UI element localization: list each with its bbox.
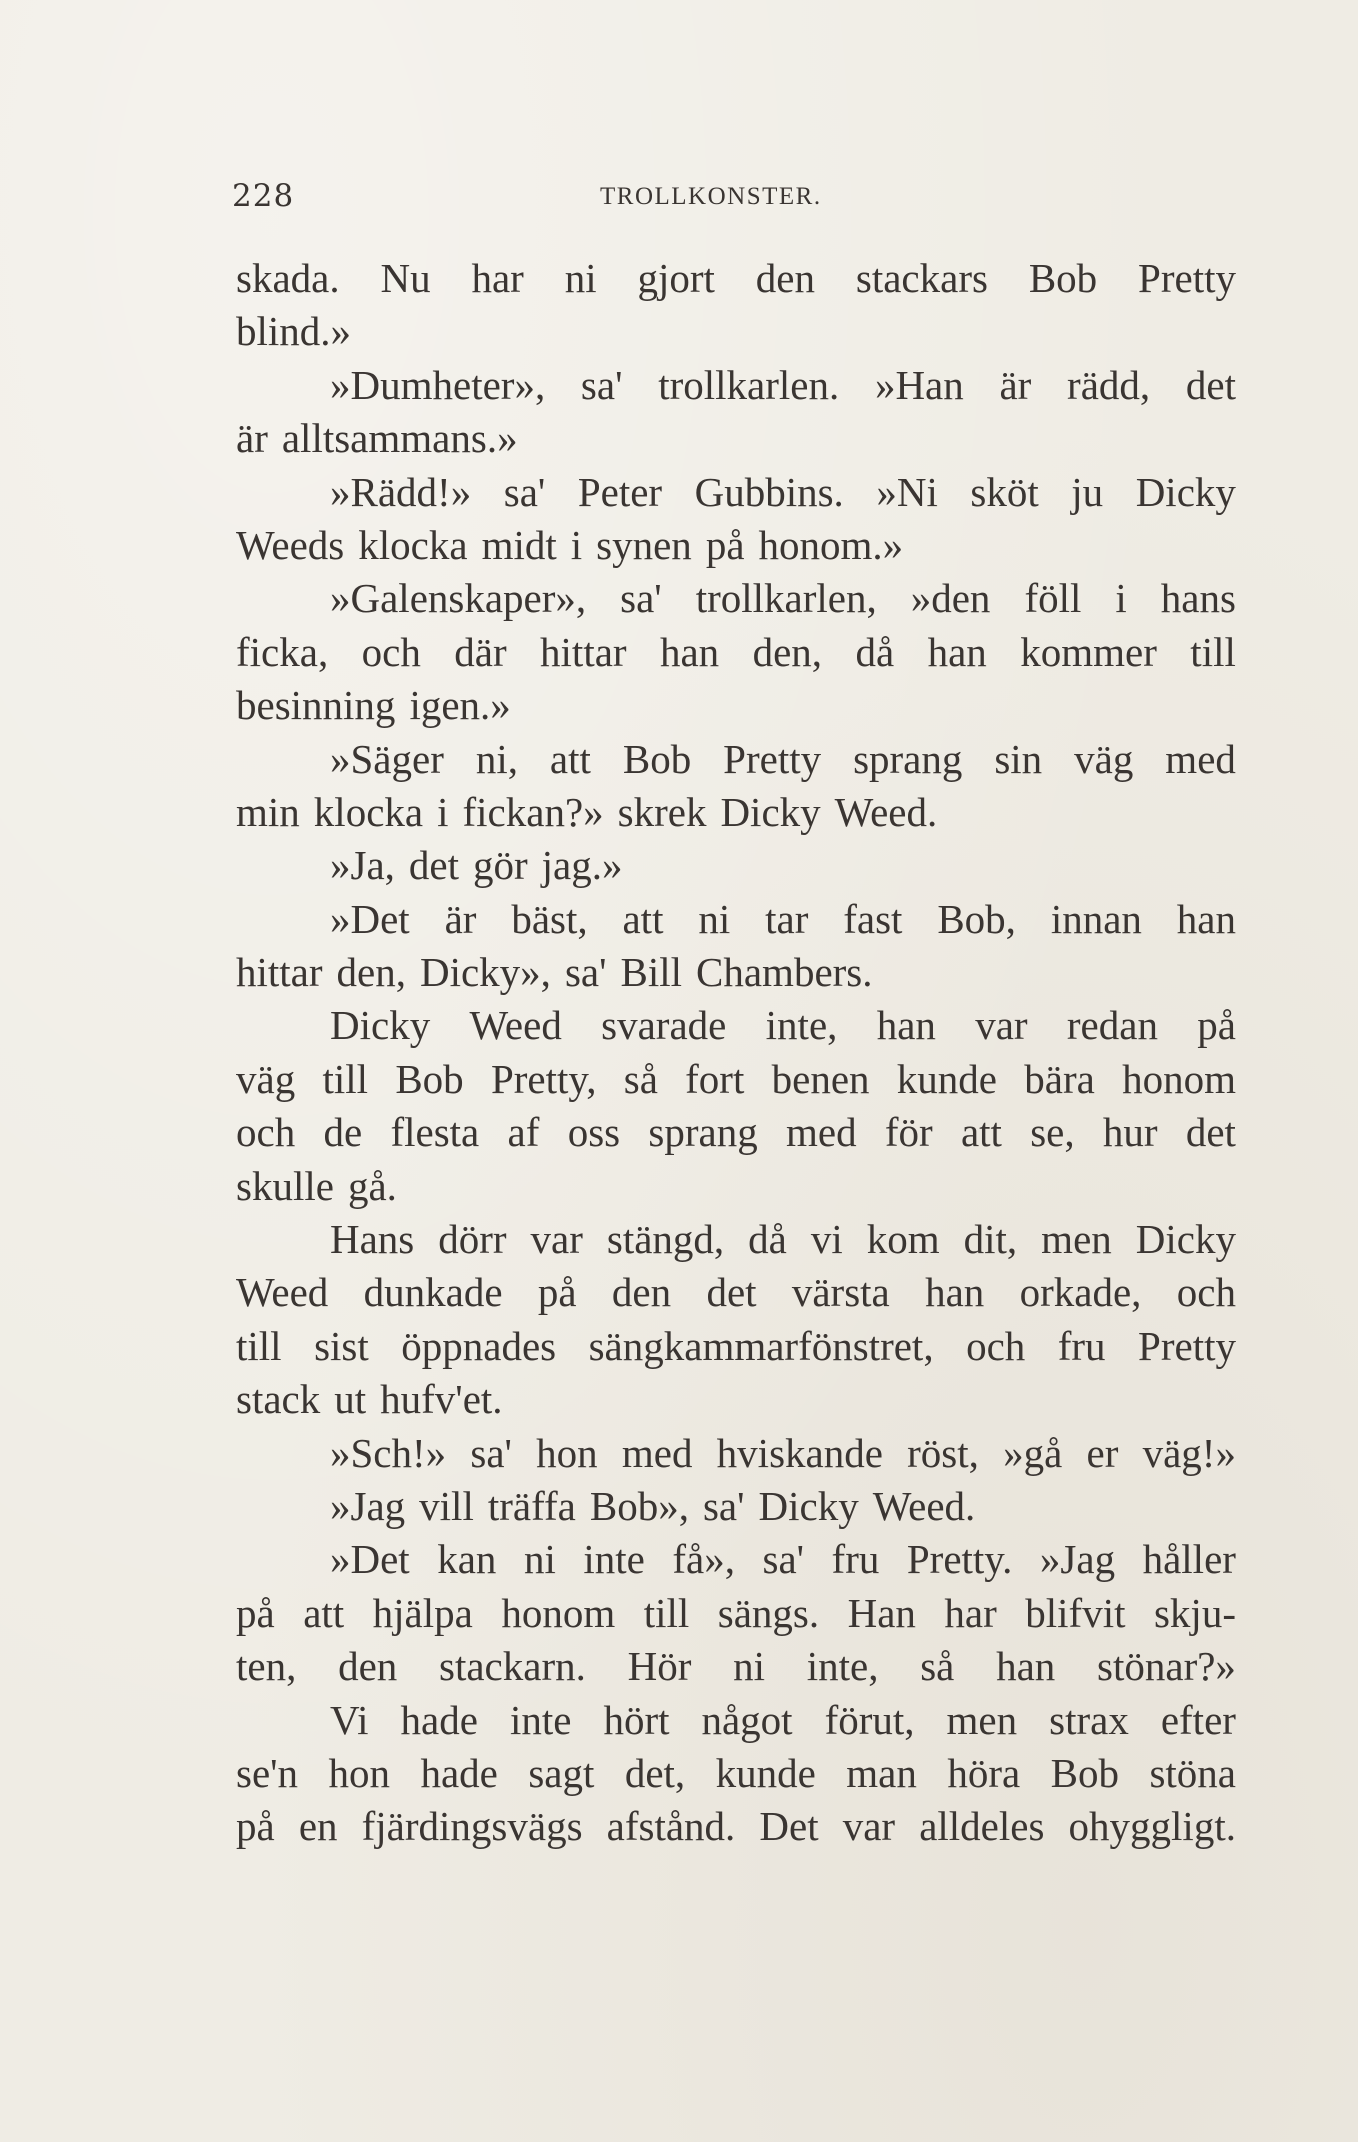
word: bäst, [511, 895, 588, 942]
word: Dicky», [419, 949, 551, 996]
word: så [623, 1055, 658, 1102]
word: redan [1066, 1002, 1158, 1049]
word: »den [910, 575, 991, 622]
word: ni [564, 255, 597, 301]
word: »Ja, [330, 842, 395, 889]
word: Dicky [1135, 1216, 1236, 1263]
word: Pretty [1138, 1322, 1236, 1369]
word: af [507, 1109, 540, 1156]
word: till [1190, 628, 1236, 675]
word: att [622, 895, 664, 942]
word: ficka, [236, 628, 329, 675]
word: gå. [347, 1162, 397, 1209]
text-line [236, 893, 1236, 946]
text-line [236, 1533, 1236, 1586]
word: det, [624, 1749, 686, 1796]
word: »Jag [330, 1482, 406, 1529]
word: den [611, 1269, 672, 1316]
word: »Han [874, 361, 964, 408]
text-line [236, 466, 1236, 519]
word: strax [1049, 1696, 1129, 1743]
word: sköt [970, 468, 1039, 515]
word: innan [1050, 895, 1142, 942]
word: gör [473, 842, 528, 889]
text-line [236, 1213, 1236, 1266]
text-line [236, 1106, 1236, 1159]
text-line [236, 733, 1236, 786]
word: Weeds [236, 521, 345, 568]
page-number: 228 [232, 178, 295, 214]
word: besinning [236, 682, 396, 729]
word: blifvit [1025, 1589, 1126, 1636]
word: fru [831, 1536, 880, 1583]
word: och [966, 1322, 1026, 1369]
word: Bob», [589, 1482, 689, 1529]
word: att [303, 1589, 345, 1636]
word: Han [847, 1589, 916, 1636]
word: hufv'et. [380, 1376, 503, 1423]
word: Weed [236, 1269, 329, 1316]
text-line [236, 572, 1236, 625]
word: han [925, 1269, 985, 1316]
word: för [884, 1109, 933, 1156]
word: i [437, 788, 449, 835]
word: då [855, 628, 895, 675]
word: dunkade [363, 1269, 503, 1316]
word: till [643, 1589, 690, 1636]
word: med [785, 1109, 857, 1156]
word: värsta [791, 1269, 890, 1316]
word: han [1176, 895, 1236, 942]
word: ju [1071, 468, 1104, 515]
word: Pretty [1138, 255, 1236, 301]
word: hon [328, 1749, 390, 1796]
word: på [236, 1803, 275, 1850]
word: hjälpa [372, 1589, 473, 1636]
word: ni, [475, 735, 518, 782]
word: sprang [648, 1109, 758, 1156]
word: hört [603, 1696, 670, 1743]
word: tar [765, 895, 809, 942]
word: flesta [390, 1109, 480, 1156]
word: något [701, 1696, 793, 1743]
word: det [408, 842, 459, 889]
word: Gubbins. [694, 468, 844, 515]
word: svarade [601, 1002, 727, 1049]
word: »Ni [876, 468, 938, 515]
word: Dicky [330, 1002, 431, 1049]
word: »Säger [330, 735, 444, 782]
word: sa' [580, 361, 623, 408]
word: Pretty, [490, 1055, 597, 1102]
word: skrek [617, 788, 707, 835]
word: förut, [824, 1696, 915, 1743]
word: på [537, 1269, 577, 1316]
word: på [236, 1589, 275, 1636]
word: han [659, 628, 720, 675]
text-line [236, 305, 1236, 358]
word: stängd, [606, 1216, 725, 1263]
word: var [530, 1216, 583, 1263]
word: är [999, 361, 1032, 408]
word: trollkarlen. [658, 361, 840, 408]
word: de [323, 1109, 363, 1156]
word: se'n [236, 1749, 299, 1796]
word: höra [947, 1749, 1021, 1796]
text-line [236, 1480, 1236, 1533]
word: honom.» [758, 521, 904, 568]
word: stack [236, 1376, 321, 1423]
word: hans [1160, 575, 1236, 622]
word: Bill [620, 949, 683, 996]
word: det [1185, 361, 1236, 408]
word: kunde [896, 1055, 997, 1102]
word: stackars [855, 255, 988, 301]
text-line [236, 1373, 1236, 1426]
word: väg [1074, 735, 1134, 782]
word: med [621, 1429, 693, 1476]
word: »Jag [1039, 1536, 1116, 1583]
word: ut [334, 1376, 367, 1423]
word: fjärdingsvägs [361, 1803, 583, 1850]
word: dörr [438, 1216, 507, 1263]
text-line [236, 1694, 1236, 1747]
word: skju- [1153, 1589, 1236, 1636]
word: så [920, 1643, 955, 1690]
word: er [1086, 1429, 1119, 1476]
word: Bob [1028, 255, 1098, 301]
word: sin [994, 735, 1043, 782]
word: min [236, 788, 300, 835]
text-line [236, 1800, 1236, 1853]
text-line [236, 412, 1236, 465]
word: stönar?» [1097, 1643, 1236, 1690]
word: sängs. [717, 1589, 820, 1636]
word: den, [336, 949, 406, 996]
word: inte, [806, 1643, 879, 1690]
text-line [236, 1640, 1236, 1693]
word: klocka [313, 788, 424, 835]
word: han [996, 1643, 1056, 1690]
word: skulle [236, 1162, 334, 1209]
word: och [1176, 1269, 1236, 1316]
word: kunde [715, 1749, 816, 1796]
text-line [236, 1320, 1236, 1373]
word: Chambers. [696, 949, 873, 996]
word: öppnades [401, 1322, 557, 1369]
word: sa' [762, 1536, 805, 1583]
word: trollkarlen, [695, 575, 877, 622]
word: bära [1024, 1055, 1095, 1102]
word: afstånd. [606, 1803, 736, 1850]
word: hur [1102, 1109, 1158, 1156]
text-line [236, 946, 1236, 999]
word: sa' [702, 1482, 745, 1529]
word: hon [536, 1429, 598, 1476]
word: det [706, 1269, 757, 1316]
word: Dicky [758, 1482, 859, 1529]
text-line [236, 252, 1236, 305]
word: orkade, [1019, 1269, 1142, 1316]
text-line [236, 1747, 1236, 1800]
word: ni [523, 1536, 556, 1583]
word: inte [509, 1696, 572, 1743]
word: fast [843, 895, 903, 942]
word: »Det [330, 1536, 410, 1583]
word: hittar [236, 949, 323, 996]
word: Bob [395, 1055, 464, 1102]
word: sa' [503, 468, 546, 515]
word: i [1115, 575, 1127, 622]
word: blind.» [236, 308, 352, 355]
word: fru [1057, 1322, 1106, 1369]
word: var [842, 1803, 896, 1850]
word: »Sch!» [330, 1429, 447, 1476]
word: dit, [963, 1216, 1018, 1263]
word: igen.» [409, 682, 511, 729]
page-header [232, 178, 1244, 228]
word: hade [400, 1696, 478, 1743]
word: en [298, 1803, 338, 1850]
word: skada. [236, 255, 340, 301]
word: »gå [1003, 1429, 1063, 1476]
word: Peter [577, 468, 663, 515]
word: Bob [622, 735, 692, 782]
word: och [361, 628, 421, 675]
text-line [236, 1266, 1236, 1319]
text-line [236, 786, 1236, 839]
word: ni [733, 1643, 765, 1690]
word: honom [1122, 1055, 1236, 1102]
word: midt [481, 521, 557, 568]
word: se, [1030, 1109, 1075, 1156]
word: gjort [637, 255, 715, 301]
word: då [748, 1216, 787, 1263]
word: är [444, 895, 477, 942]
word: jag.» [541, 842, 623, 889]
text-line [236, 679, 1236, 732]
word: synen [596, 521, 692, 568]
word: Dicky [1135, 468, 1236, 515]
word: Vi [330, 1696, 369, 1743]
word: att [549, 735, 591, 782]
text-line [236, 1587, 1236, 1640]
word: Pretty [723, 735, 822, 782]
word: han [876, 1002, 936, 1049]
word: sprang [853, 735, 963, 782]
word: inte, [765, 1002, 838, 1049]
word: klocka [358, 521, 468, 568]
word: med [1165, 735, 1236, 782]
word: den [338, 1643, 398, 1690]
text-line [236, 839, 1236, 892]
word: »Dumheter», [330, 361, 546, 408]
word: att [960, 1109, 1002, 1156]
word: men [1041, 1216, 1112, 1263]
word: vill [419, 1482, 474, 1529]
word: stackarn. [439, 1643, 586, 1690]
word: sa' [620, 575, 662, 622]
word: till [322, 1055, 369, 1102]
text-line [236, 1427, 1236, 1480]
word: och [236, 1109, 296, 1156]
word: i [570, 521, 583, 568]
word: på [705, 521, 745, 568]
word: sagt [528, 1749, 595, 1796]
word: kom [866, 1216, 940, 1263]
word: Det [759, 1803, 819, 1850]
word: fickan?» [462, 788, 604, 835]
text-line [236, 999, 1236, 1052]
word: Weed. [872, 1482, 976, 1529]
word: Nu [380, 255, 431, 301]
word: »Rädd!» [330, 468, 472, 515]
word: till [236, 1322, 282, 1369]
word: hade [420, 1749, 498, 1796]
word: sist [314, 1322, 369, 1369]
word: ni [698, 895, 731, 942]
word: fort [685, 1055, 745, 1102]
word: Bob [1050, 1749, 1119, 1796]
word: kan [437, 1536, 497, 1583]
word: är [236, 415, 268, 462]
body-text [236, 252, 1236, 1854]
text-line [236, 626, 1236, 679]
word: ten, [236, 1643, 297, 1690]
word: sa' [564, 949, 607, 996]
word: oss [567, 1109, 621, 1156]
word: Pretty. [906, 1536, 1013, 1583]
word: man [846, 1749, 917, 1796]
word: alldeles [919, 1803, 1045, 1850]
word: men [946, 1696, 1018, 1743]
word: Hör [627, 1643, 692, 1690]
text-line [236, 1053, 1236, 1106]
word: på [1197, 1002, 1236, 1049]
word: har [944, 1589, 997, 1636]
word: träffa [487, 1482, 576, 1529]
text-line [236, 1160, 1236, 1213]
word: väg [236, 1055, 296, 1102]
word: där [454, 628, 507, 675]
word: inte [583, 1536, 645, 1583]
word: var [975, 1002, 1028, 1049]
word: sa' [470, 1429, 512, 1476]
word: vi [810, 1216, 843, 1263]
word: röst, [907, 1429, 979, 1476]
word: honom [501, 1589, 616, 1636]
word: hittar [540, 628, 627, 675]
text-line [236, 519, 1236, 572]
word: »Det [330, 895, 410, 942]
running-head: TROLLKONSTER. [600, 183, 822, 210]
word: få», [672, 1536, 735, 1583]
word: han [927, 628, 987, 675]
word: stöna [1149, 1749, 1236, 1796]
word: alltsammans.» [281, 415, 518, 462]
word: benen [771, 1055, 870, 1102]
word: rädd, [1067, 361, 1151, 408]
word: hviskande [716, 1429, 883, 1476]
word: den, [752, 628, 823, 675]
word: efter [1160, 1696, 1236, 1743]
word: ohyggligt. [1068, 1803, 1236, 1850]
text-line [236, 359, 1236, 412]
word: väg!» [1142, 1429, 1236, 1476]
word: har [471, 255, 524, 301]
word: håller [1142, 1536, 1236, 1583]
word: Weed [469, 1002, 562, 1049]
word: det [1185, 1109, 1236, 1156]
word: Weed. [834, 788, 938, 835]
word: Dicky [720, 788, 821, 835]
word: den [755, 255, 815, 301]
word: föll [1024, 575, 1082, 622]
word: Hans [330, 1216, 415, 1263]
word: »Galenskaper», [330, 575, 587, 622]
word: sängkammarfönstret, [588, 1322, 934, 1369]
word: Bob, [937, 895, 1016, 942]
word: kommer [1020, 628, 1157, 675]
